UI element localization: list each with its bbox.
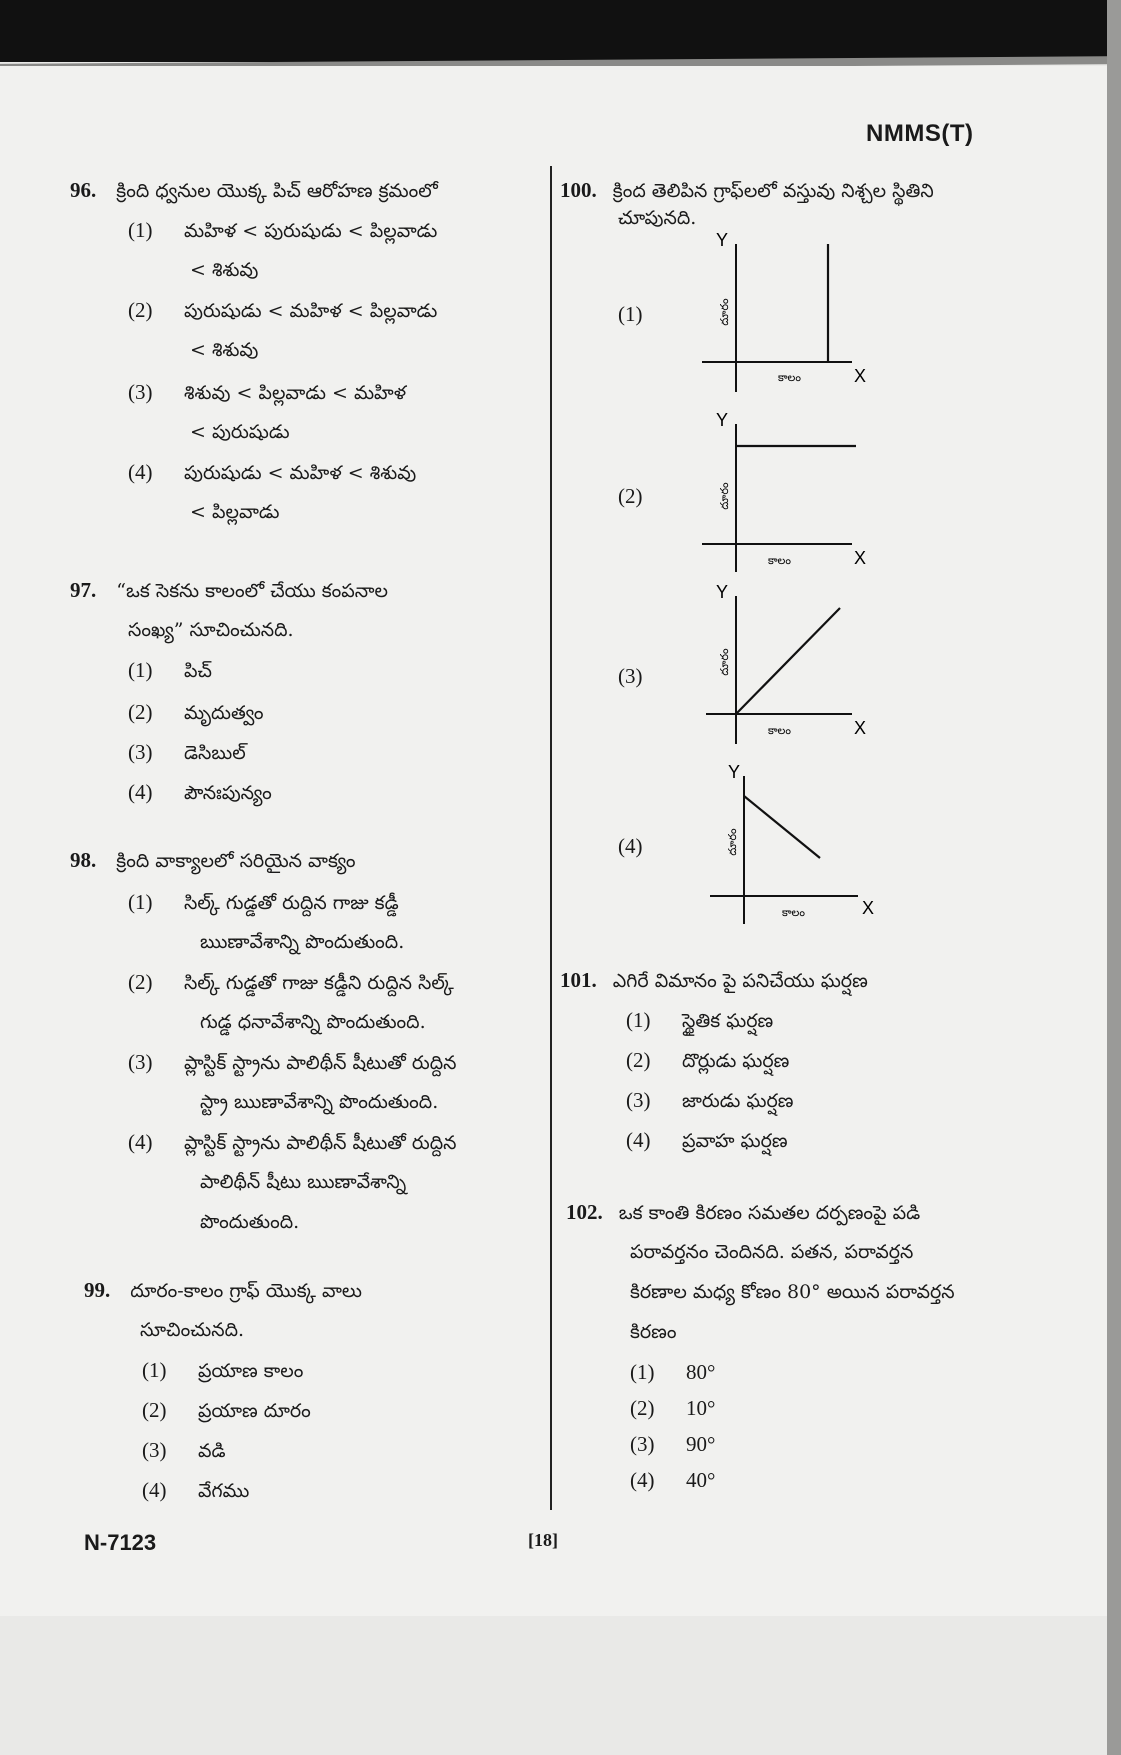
option-97-2[interactable] bbox=[128, 692, 264, 733]
option-96-2[interactable] bbox=[128, 290, 437, 331]
x-axis-letter: X bbox=[854, 548, 867, 568]
question-number: 96. bbox=[70, 178, 97, 202]
option-99-3[interactable] bbox=[142, 1430, 226, 1471]
option-96-1[interactable] bbox=[128, 210, 437, 251]
option-text: పిచ్ bbox=[184, 660, 212, 682]
option-96-1-cont: < శిశువు bbox=[190, 259, 259, 281]
option-98-3-cont: స్ట్రా ఋణావేశాన్ని పొందుతుంది. bbox=[200, 1091, 439, 1113]
scan-top-shadow bbox=[0, 0, 1121, 62]
option-number: (2) bbox=[626, 1048, 651, 1072]
option-text: వేగము bbox=[198, 1480, 250, 1502]
x-axis-label: కాలం bbox=[768, 725, 791, 737]
option-number: (3) bbox=[128, 1050, 153, 1074]
question-102 bbox=[566, 1192, 920, 1233]
x-axis-letter: X bbox=[854, 718, 867, 738]
option-98-2-cont: గుడ్డ ధనావేశాన్ని పొందుతుంది. bbox=[200, 1011, 426, 1033]
graph-option-4-label[interactable]: (4) bbox=[618, 834, 643, 858]
option-number: (4) bbox=[142, 1478, 167, 1502]
y-axis-label: దూరం bbox=[719, 482, 731, 510]
option-number: (2) bbox=[630, 1396, 655, 1420]
option-97-1[interactable] bbox=[128, 650, 212, 691]
option-number: (1) bbox=[128, 890, 153, 914]
y-axis-letter: Y bbox=[716, 232, 729, 250]
option-97-4[interactable] bbox=[128, 772, 272, 813]
option-number: (4) bbox=[128, 780, 153, 804]
option-number: (1) bbox=[630, 1360, 655, 1384]
option-text: సిల్క్ గుడ్డతో గాజు కడ్డీని రుద్దిన సిల్క్ bbox=[184, 972, 454, 994]
question-stem: క్రింద తెలిపిన గ్రాఫ్‌లలో వస్తువు నిశ్చల స్థితిని bbox=[612, 180, 934, 202]
option-number: (2) bbox=[142, 1398, 167, 1422]
graph-option-3-label[interactable]: (3) bbox=[618, 664, 643, 688]
option-number: (3) bbox=[630, 1432, 655, 1456]
graph-line-rising bbox=[736, 608, 840, 714]
x-axis-label: కాలం bbox=[768, 555, 791, 567]
option-99-4[interactable] bbox=[142, 1470, 249, 1511]
option-text: ప్రవాహ ఘర్షణ bbox=[682, 1130, 788, 1152]
x-axis-label: కాలం bbox=[778, 372, 801, 384]
x-axis-label: కాలం bbox=[782, 907, 805, 919]
question-102-stem-4: కిరణం bbox=[630, 1321, 677, 1343]
option-98-4[interactable] bbox=[128, 1122, 456, 1163]
option-number: (1) bbox=[142, 1358, 167, 1382]
graph-option-1[interactable] bbox=[692, 232, 892, 402]
option-text: పురుషుడు < మహిళ < పిల్లవాడు bbox=[184, 300, 438, 322]
y-axis-label: దూరం bbox=[727, 828, 739, 856]
question-stem: ఎగిరే విమానం పై పనిచేయు ఘర్షణ bbox=[612, 970, 868, 992]
option-96-4[interactable] bbox=[128, 452, 416, 493]
option-number: (4) bbox=[128, 1130, 153, 1154]
question-100 bbox=[560, 170, 934, 211]
option-text: శిశువు < పిల్లవాడు < మహిళ bbox=[184, 382, 407, 404]
booklet-code-footer: N-7123 bbox=[84, 1530, 157, 1555]
option-102-1[interactable] bbox=[630, 1352, 715, 1393]
option-number: (3) bbox=[626, 1088, 651, 1112]
option-99-1[interactable] bbox=[142, 1350, 303, 1391]
question-stem: ఒక కాంతి కిరణం సమతల దర్పణంపై పడి bbox=[618, 1202, 921, 1224]
question-99 bbox=[84, 1270, 362, 1311]
option-98-4-cont: పాలిథీన్ షీటు ఋణావేశాన్ని bbox=[200, 1171, 407, 1193]
question-number: 99. bbox=[84, 1278, 111, 1302]
option-text: 90° bbox=[686, 1432, 716, 1456]
option-98-2[interactable] bbox=[128, 962, 454, 1003]
option-101-3[interactable] bbox=[626, 1080, 793, 1121]
option-98-4-cont2: పొందుతుంది. bbox=[200, 1211, 300, 1233]
option-101-4[interactable] bbox=[626, 1120, 788, 1161]
option-text: ప్రయాణ కాలం bbox=[198, 1360, 304, 1382]
question-102-stem-2: పరావర్తనం చెందినది. పతన, పరావర్తన bbox=[630, 1241, 914, 1263]
graph-option-4[interactable] bbox=[692, 762, 892, 932]
y-axis-label: దూరం bbox=[719, 648, 731, 676]
option-number: (3) bbox=[128, 740, 153, 764]
option-98-1-cont: ఋణావేశాన్ని పొందుతుంది. bbox=[200, 931, 405, 953]
question-stem: క్రింది ధ్వనుల యొక్క పిచ్ ఆరోహణ క్రమంలో bbox=[116, 180, 438, 202]
option-text: 80° bbox=[686, 1360, 716, 1384]
question-number: 98. bbox=[70, 848, 97, 872]
graph-option-1-label[interactable]: (1) bbox=[618, 302, 643, 326]
option-text: పురుషుడు < మహిళ < శిశువు bbox=[184, 462, 417, 484]
option-98-3[interactable] bbox=[128, 1042, 456, 1083]
option-text: పౌనఃపున్యం bbox=[184, 782, 272, 804]
graph-option-3[interactable] bbox=[692, 582, 892, 752]
option-text: ప్రయాణ దూరం bbox=[198, 1400, 311, 1422]
option-number: (1) bbox=[128, 218, 153, 242]
x-axis-letter: X bbox=[854, 366, 867, 386]
option-number: (3) bbox=[128, 380, 153, 404]
option-number: (4) bbox=[128, 460, 153, 484]
question-99-stem-cont: సూచించునది. bbox=[140, 1319, 245, 1341]
option-number: (3) bbox=[142, 1438, 167, 1462]
scan-right-edge bbox=[1107, 0, 1121, 1755]
option-text: డెసిబుల్ bbox=[184, 742, 246, 764]
y-axis-letter: Y bbox=[728, 762, 741, 782]
option-96-3-cont: < పురుషుడు bbox=[190, 421, 290, 443]
y-axis-label: దూరం bbox=[719, 298, 731, 326]
question-number: 100. bbox=[560, 178, 597, 202]
question-stem: “ఒక సెకను కాలంలో చేయు కంపనాల bbox=[116, 580, 388, 602]
option-text: సిల్క్ గుడ్డతో రుద్దిన గాజు కడ్డీ bbox=[184, 892, 399, 914]
option-102-4[interactable] bbox=[630, 1460, 715, 1501]
option-101-1[interactable] bbox=[626, 1000, 773, 1041]
option-number: (4) bbox=[630, 1468, 655, 1492]
option-98-1[interactable] bbox=[128, 882, 399, 923]
option-number: (4) bbox=[626, 1128, 651, 1152]
question-number: 101. bbox=[560, 968, 597, 992]
option-102-3[interactable] bbox=[630, 1424, 715, 1465]
option-101-2[interactable] bbox=[626, 1040, 789, 1081]
question-stem: దూరం-కాలం గ్రాఫ్ యొక్క వాలు bbox=[130, 1280, 362, 1302]
exam-code-header: NMMS(T) bbox=[866, 120, 974, 147]
question-97-stem-cont: సంఖ్య” సూచించునది. bbox=[128, 619, 294, 641]
graph-line-falling bbox=[744, 796, 820, 858]
option-text: దొర్లుడు ఘర్షణ bbox=[682, 1050, 790, 1072]
option-text: వడి bbox=[198, 1440, 226, 1462]
question-101 bbox=[560, 960, 868, 1001]
page-number: [18] bbox=[528, 1530, 558, 1550]
option-number: (2) bbox=[128, 298, 153, 322]
question-98 bbox=[70, 840, 356, 881]
option-number: (2) bbox=[128, 970, 153, 994]
option-96-4-cont: < పిల్లవాడు bbox=[190, 501, 280, 523]
option-number: (1) bbox=[626, 1008, 651, 1032]
option-text: జారుడు ఘర్షణ bbox=[682, 1090, 794, 1112]
question-96 bbox=[70, 170, 438, 211]
option-text: ప్లాస్టిక్ స్ట్రాను పాలిథీన్ షీటుతో రుద్దిన bbox=[184, 1052, 457, 1074]
option-text: మృదుత్వం bbox=[184, 702, 264, 724]
option-text: 40° bbox=[686, 1468, 716, 1492]
question-102-stem-3: కిరణాల మధ్య కోణం 80° అయిన పరావర్తన bbox=[630, 1281, 955, 1303]
option-text: మహిళ < పురుషుడు < పిల్లవాడు bbox=[184, 220, 438, 242]
y-axis-letter: Y bbox=[716, 412, 729, 430]
question-number: 97. bbox=[70, 578, 97, 602]
y-axis-letter: Y bbox=[716, 582, 729, 602]
graph-option-2[interactable] bbox=[692, 412, 892, 582]
option-96-2-cont: < శిశువు bbox=[190, 339, 259, 361]
question-stem: క్రింది వాక్యాలలో సరియైన వాక్యం bbox=[116, 850, 356, 872]
option-102-2[interactable] bbox=[630, 1388, 715, 1429]
option-text: ప్లాస్టిక్ స్ట్రాను పాలిథీన్ షీటుతో రుద్దిన bbox=[184, 1132, 457, 1154]
column-divider bbox=[550, 166, 552, 1510]
option-number: (1) bbox=[128, 658, 153, 682]
option-97-3[interactable] bbox=[128, 732, 246, 773]
option-text: 10° bbox=[686, 1396, 716, 1420]
option-text: స్థైతిక ఘర్షణ bbox=[682, 1010, 774, 1032]
option-99-2[interactable] bbox=[142, 1390, 311, 1431]
question-97 bbox=[70, 570, 388, 611]
graph-option-2-label[interactable]: (2) bbox=[618, 484, 643, 508]
option-96-3[interactable] bbox=[128, 372, 406, 413]
x-axis-letter: X bbox=[862, 898, 875, 918]
question-number: 102. bbox=[566, 1200, 603, 1224]
question-100-stem-cont: చూపునది. bbox=[618, 207, 697, 229]
option-number: (2) bbox=[128, 700, 153, 724]
